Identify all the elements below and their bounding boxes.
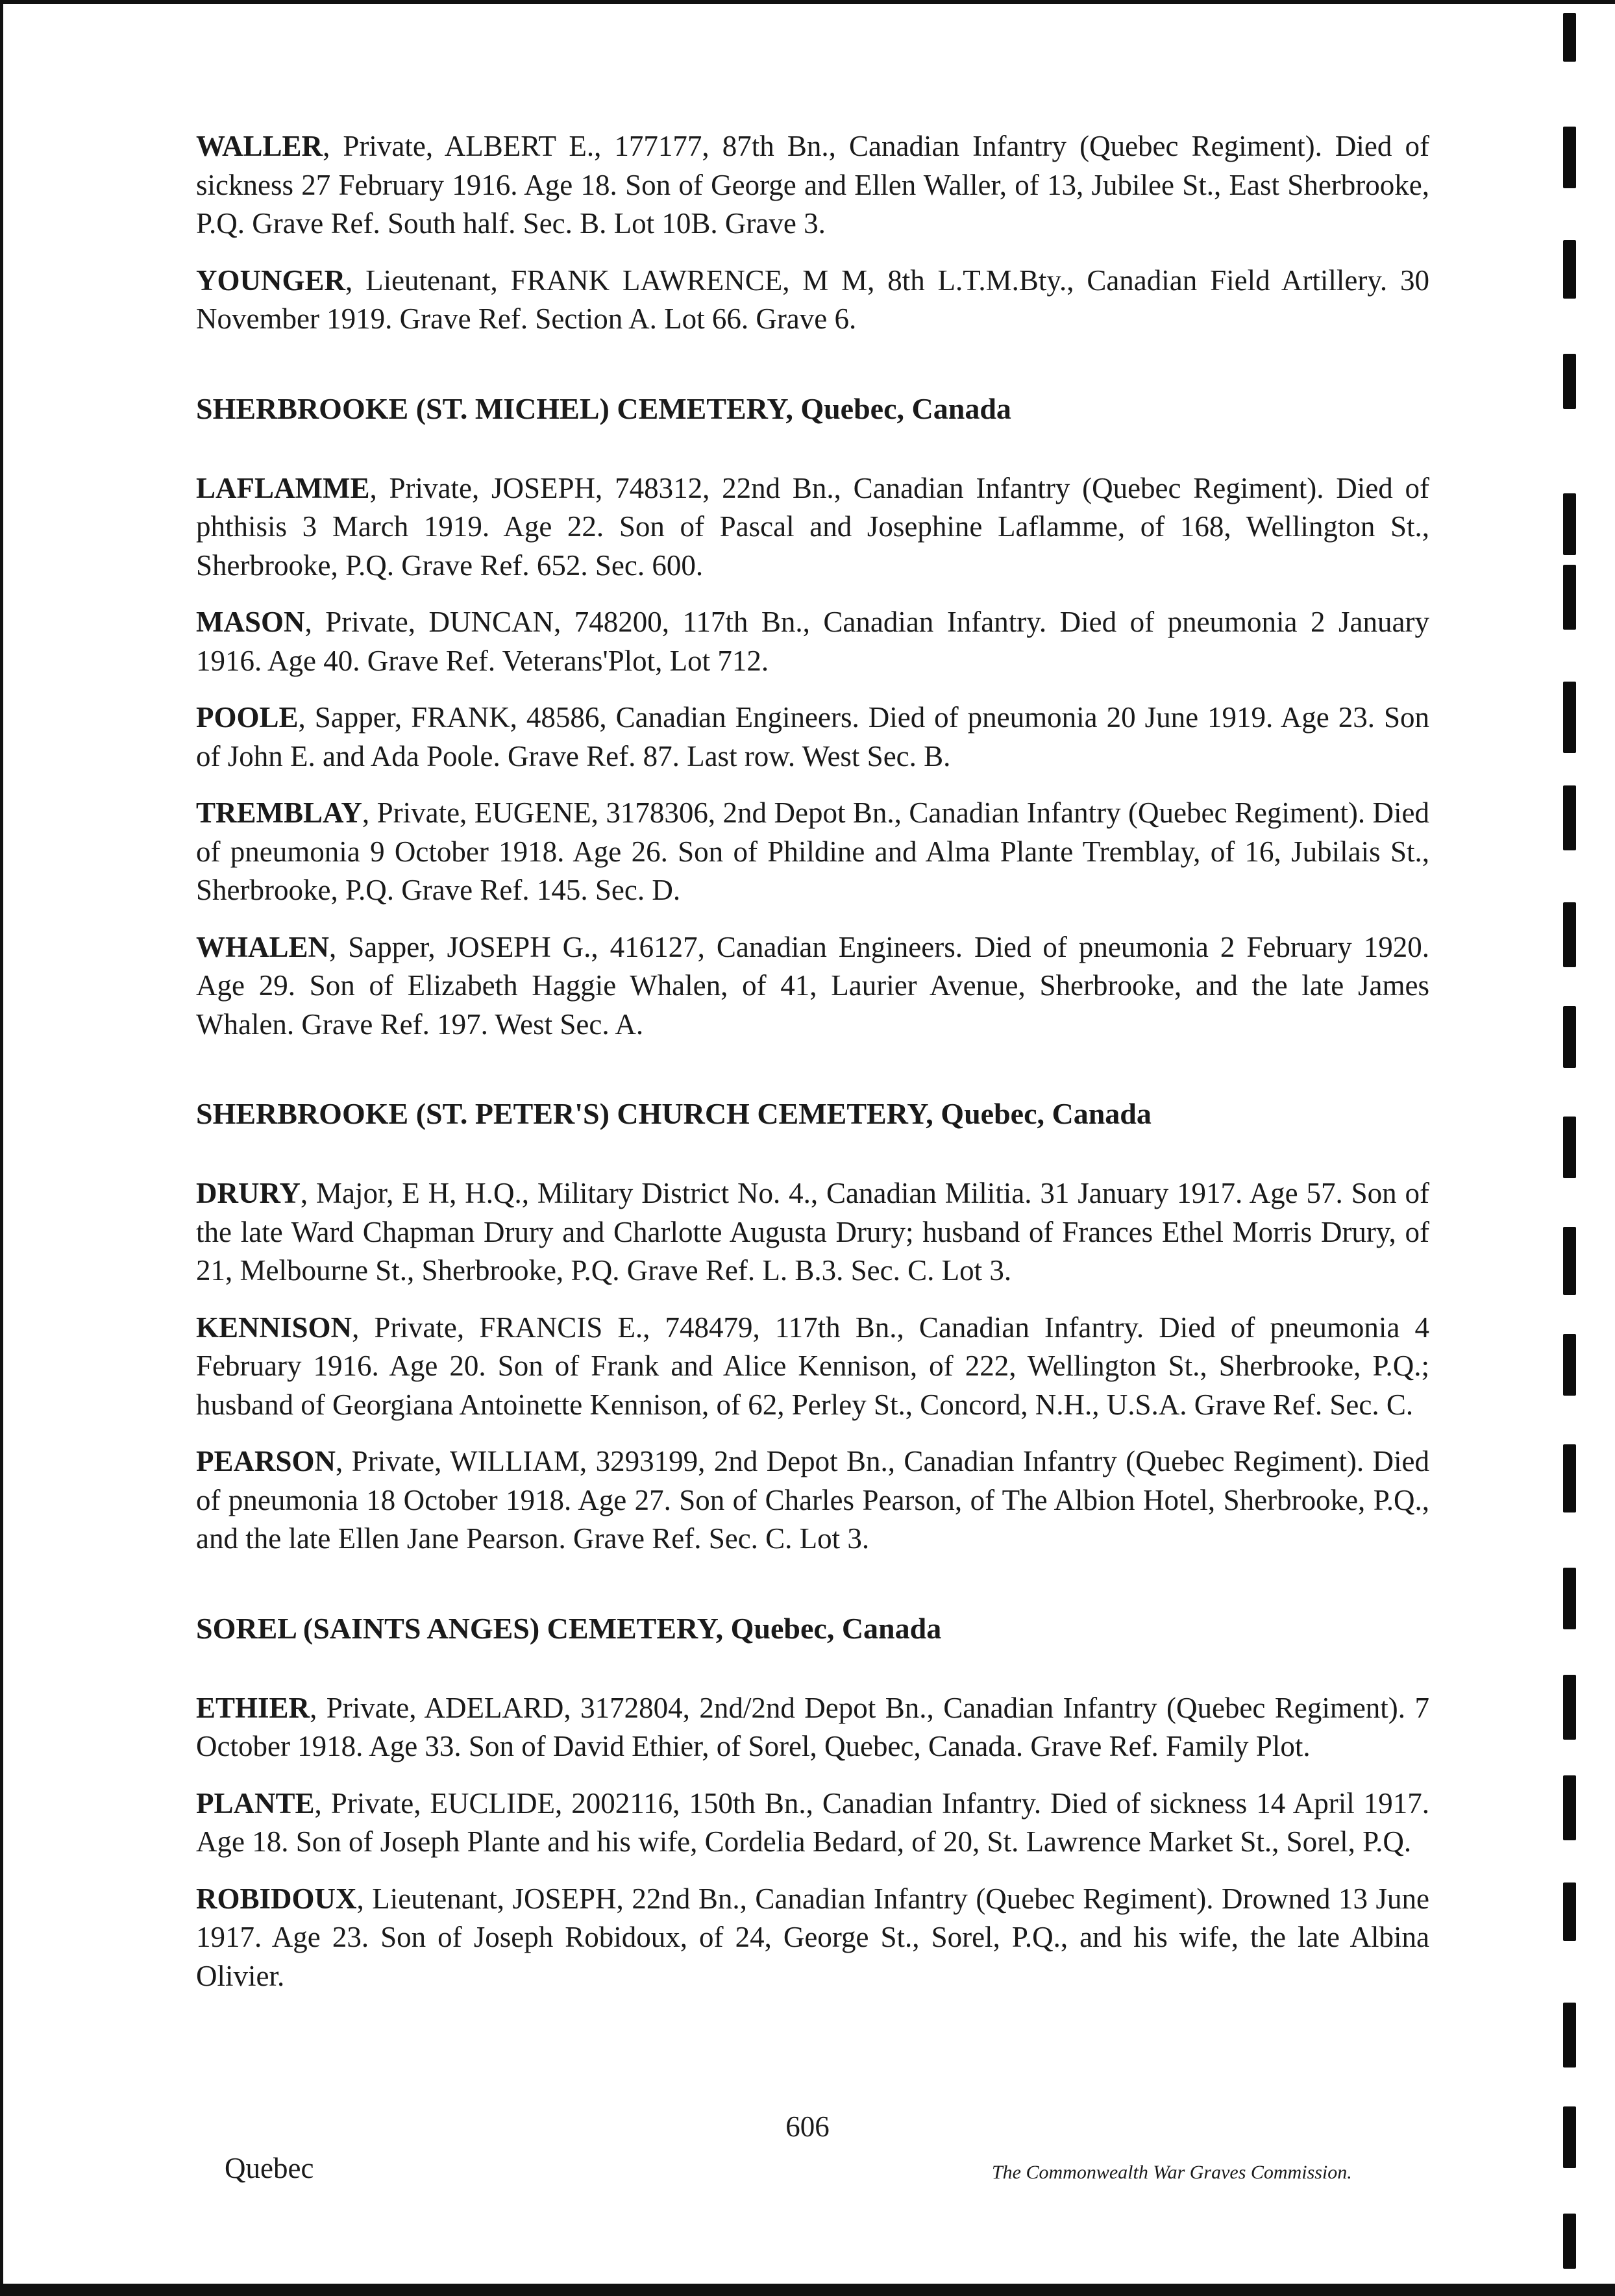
entry-details: , Private, ALBERT E., 177177, 87th Bn., Canadian Infantry (Quebec Regiment). Died of sickness 27 February 1916. Age 18. Son of George and Ellen Waller, of 13, Jubilee St., East Sherbrooke, P.Q. Grave Ref. South half. Sec. B. Lot 10B. Grave 3. [196, 130, 1429, 240]
binding-mark [1563, 493, 1576, 555]
entry-surname: POOLE [196, 701, 299, 734]
section-heading: SHERBROOKE (ST. MICHEL) CEMETERY, Quebec, Canada [196, 391, 1011, 425]
casualty-entry [196, 1880, 1429, 1996]
entry-surname: ROBIDOUX [196, 1882, 357, 1915]
entry-surname: WALLER [196, 130, 323, 162]
casualty-entry [196, 928, 1429, 1044]
page-body [196, 127, 1429, 2014]
entry-details: , Private, ADELARD, 3172804, 2nd/2nd Depot Bn., Canadian Infantry (Quebec Regiment). 7 October 1918. Age 33. Son of David Ethier, of Sorel, Quebec, Canada. Grave Ref. Family Plot. [196, 1691, 1429, 1762]
entry-surname: WHALEN [196, 930, 330, 963]
casualty-entry [196, 469, 1429, 586]
casualty-entry [196, 1174, 1429, 1290]
binding-mark [1563, 785, 1576, 850]
entry-details: , Private, EUGENE, 3178306, 2nd Depot Bn., Canadian Infantry (Quebec Regiment). Died of pneumonia 9 October 1918. Age 26. Son of Phildine and Alma Plante Tremblay, of 16, Jubilais St., Sherbrooke, P.Q. Grave Ref. 145. Sec. D. [196, 796, 1429, 906]
entry-details: , Private, DUNCAN, 748200, 117th Bn., Canadian Infantry. Died of pneumonia 2 January 1916. Age 40. Grave Ref. Veterans'Plot, Lot 712. [196, 606, 1429, 677]
casualty-entry [196, 1442, 1429, 1559]
binding-mark [1563, 127, 1576, 188]
entry-surname: MASON [196, 606, 305, 638]
entry-details: , Major, E H, H.Q., Military District No. 4., Canadian Militia. 31 January 1917. Age 57. Son of the late Ward Chapman Drury and Charlotte Augusta Drury; husband of Frances Ethel Morris Drury, of 21, Melbourne St., Sherbrooke, P.Q. Grave Ref. L. B.3. Sec. C. Lot 3. [196, 1177, 1429, 1287]
binding-mark [1563, 354, 1576, 409]
binding-mark [1563, 2214, 1576, 2269]
casualty-entry [196, 698, 1429, 776]
entry-surname: LAFLAMME [196, 471, 370, 504]
binding-mark [1563, 565, 1576, 630]
entry-details: , Private, FRANCIS E., 748479, 117th Bn., Canadian Infantry. Died of pneumonia 4 February 1916. Age 20. Son of Frank and Alice Kennison, of 222, Wellington St., Sherbrooke, P.Q.; husband of Georgiana Antoinette Kennison, of 62, Perley St., Concord, N.H., U.S.A. Grave Ref. Sec. C. [196, 1311, 1429, 1421]
footer-region: Quebec [225, 2152, 314, 2184]
entry-surname: YOUNGER [196, 264, 346, 297]
section-heading: SOREL (SAINTS ANGES) CEMETERY, Quebec, Canada [196, 1611, 942, 1645]
binding-marks [1558, 0, 1584, 2296]
entry-details: , Sapper, FRANK, 48586, Canadian Engineers. Died of pneumonia 20 June 1919. Age 23. Son of John E. and Ada Poole. Grave Ref. 87. Last row. West Sec. B. [196, 701, 1429, 772]
binding-mark [1563, 682, 1576, 753]
casualty-entry [196, 1689, 1429, 1766]
section-heading: SHERBROOKE (ST. PETER'S) CHURCH CEMETERY, Quebec, Canada [196, 1097, 1152, 1130]
casualty-entry [196, 1309, 1429, 1425]
casualty-entry [196, 603, 1429, 680]
entry-details: , Lieutenant, FRANK LAWRENCE, M M, 8th L.T.M.Bty., Canadian Field Artillery. 30 November 1919. Grave Ref. Section A. Lot 66. Grave 6. [196, 264, 1429, 335]
entry-details: , Lieutenant, JOSEPH, 22nd Bn., Canadian Infantry (Quebec Regiment). Drowned 13 June 1917. Age 23. Son of Joseph Robidoux, of 24, George St., Sorel, P.Q., and his wife, the late Albina Olivier. [196, 1882, 1429, 1992]
binding-mark [1563, 902, 1576, 967]
entry-details: , Private, WILLIAM, 3293199, 2nd Depot Bn., Canadian Infantry (Quebec Regiment). Died of pneumonia 18 October 1918. Age 27. Son of Charles Pearson, of The Albion Hotel, Sherbrooke, P.Q., and the late Ellen Jane Pearson. Grave Ref. Sec. C. Lot 3. [196, 1445, 1429, 1555]
scan-border-top [0, 0, 1615, 4]
binding-mark [1563, 1775, 1576, 1840]
entry-surname: PLANTE [196, 1786, 315, 1820]
binding-mark [1563, 1117, 1576, 1178]
entry-surname: TREMBLAY [196, 796, 362, 829]
register-sections [196, 127, 1429, 1995]
binding-mark [1563, 1006, 1576, 1068]
entry-surname: PEARSON [196, 1445, 336, 1477]
entry-surname: DRURY [196, 1177, 301, 1209]
casualty-entry [196, 262, 1429, 339]
binding-mark [1563, 1334, 1576, 1396]
entry-details: , Private, JOSEPH, 748312, 22nd Bn., Canadian Infantry (Quebec Regiment). Died of phthisis 3 March 1919. Age 22. Son of Pascal and Josephine Laflamme, of 168, Wellington St., Sherbrooke, P.Q. Grave Ref. 652. Sec. 600. [196, 471, 1429, 582]
binding-mark [1563, 1444, 1576, 1512]
scan-border-bottom [0, 2284, 1615, 2296]
casualty-entry [196, 1784, 1429, 1862]
binding-mark [1563, 1227, 1576, 1295]
casualty-entry [196, 127, 1429, 243]
binding-mark [1563, 2003, 1576, 2068]
entry-details: , Sapper, JOSEPH G., 416127, Canadian Engineers. Died of pneumonia 2 February 1920. Age 29. Son of Elizabeth Haggie Whalen, of 41, Laurier Avenue, Sherbrooke, and the late James Whalen. Grave Ref. 197. West Sec. A. [196, 930, 1429, 1041]
binding-mark [1563, 1675, 1576, 1740]
footer-publisher: The Commonwealth War Graves Commission. [992, 2162, 1352, 2183]
binding-mark [1563, 1882, 1576, 1941]
page-number: 606 [785, 2110, 830, 2143]
entry-surname: ETHIER [196, 1691, 310, 1724]
entry-surname: KENNISON [196, 1311, 352, 1344]
casualty-entry [196, 794, 1429, 910]
entry-details: , Private, EUCLIDE, 2002116, 150th Bn., Canadian Infantry. Died of sickness 14 April 1917. Age 18. Son of Joseph Plante and his wife, Cordelia Bedard, of 20, St. Lawrence Market St., Sorel, P.Q. [196, 1786, 1429, 1858]
binding-mark [1563, 240, 1576, 299]
binding-mark [1563, 1568, 1576, 1629]
scan-border-left [0, 0, 3, 2296]
binding-mark [1563, 13, 1576, 62]
